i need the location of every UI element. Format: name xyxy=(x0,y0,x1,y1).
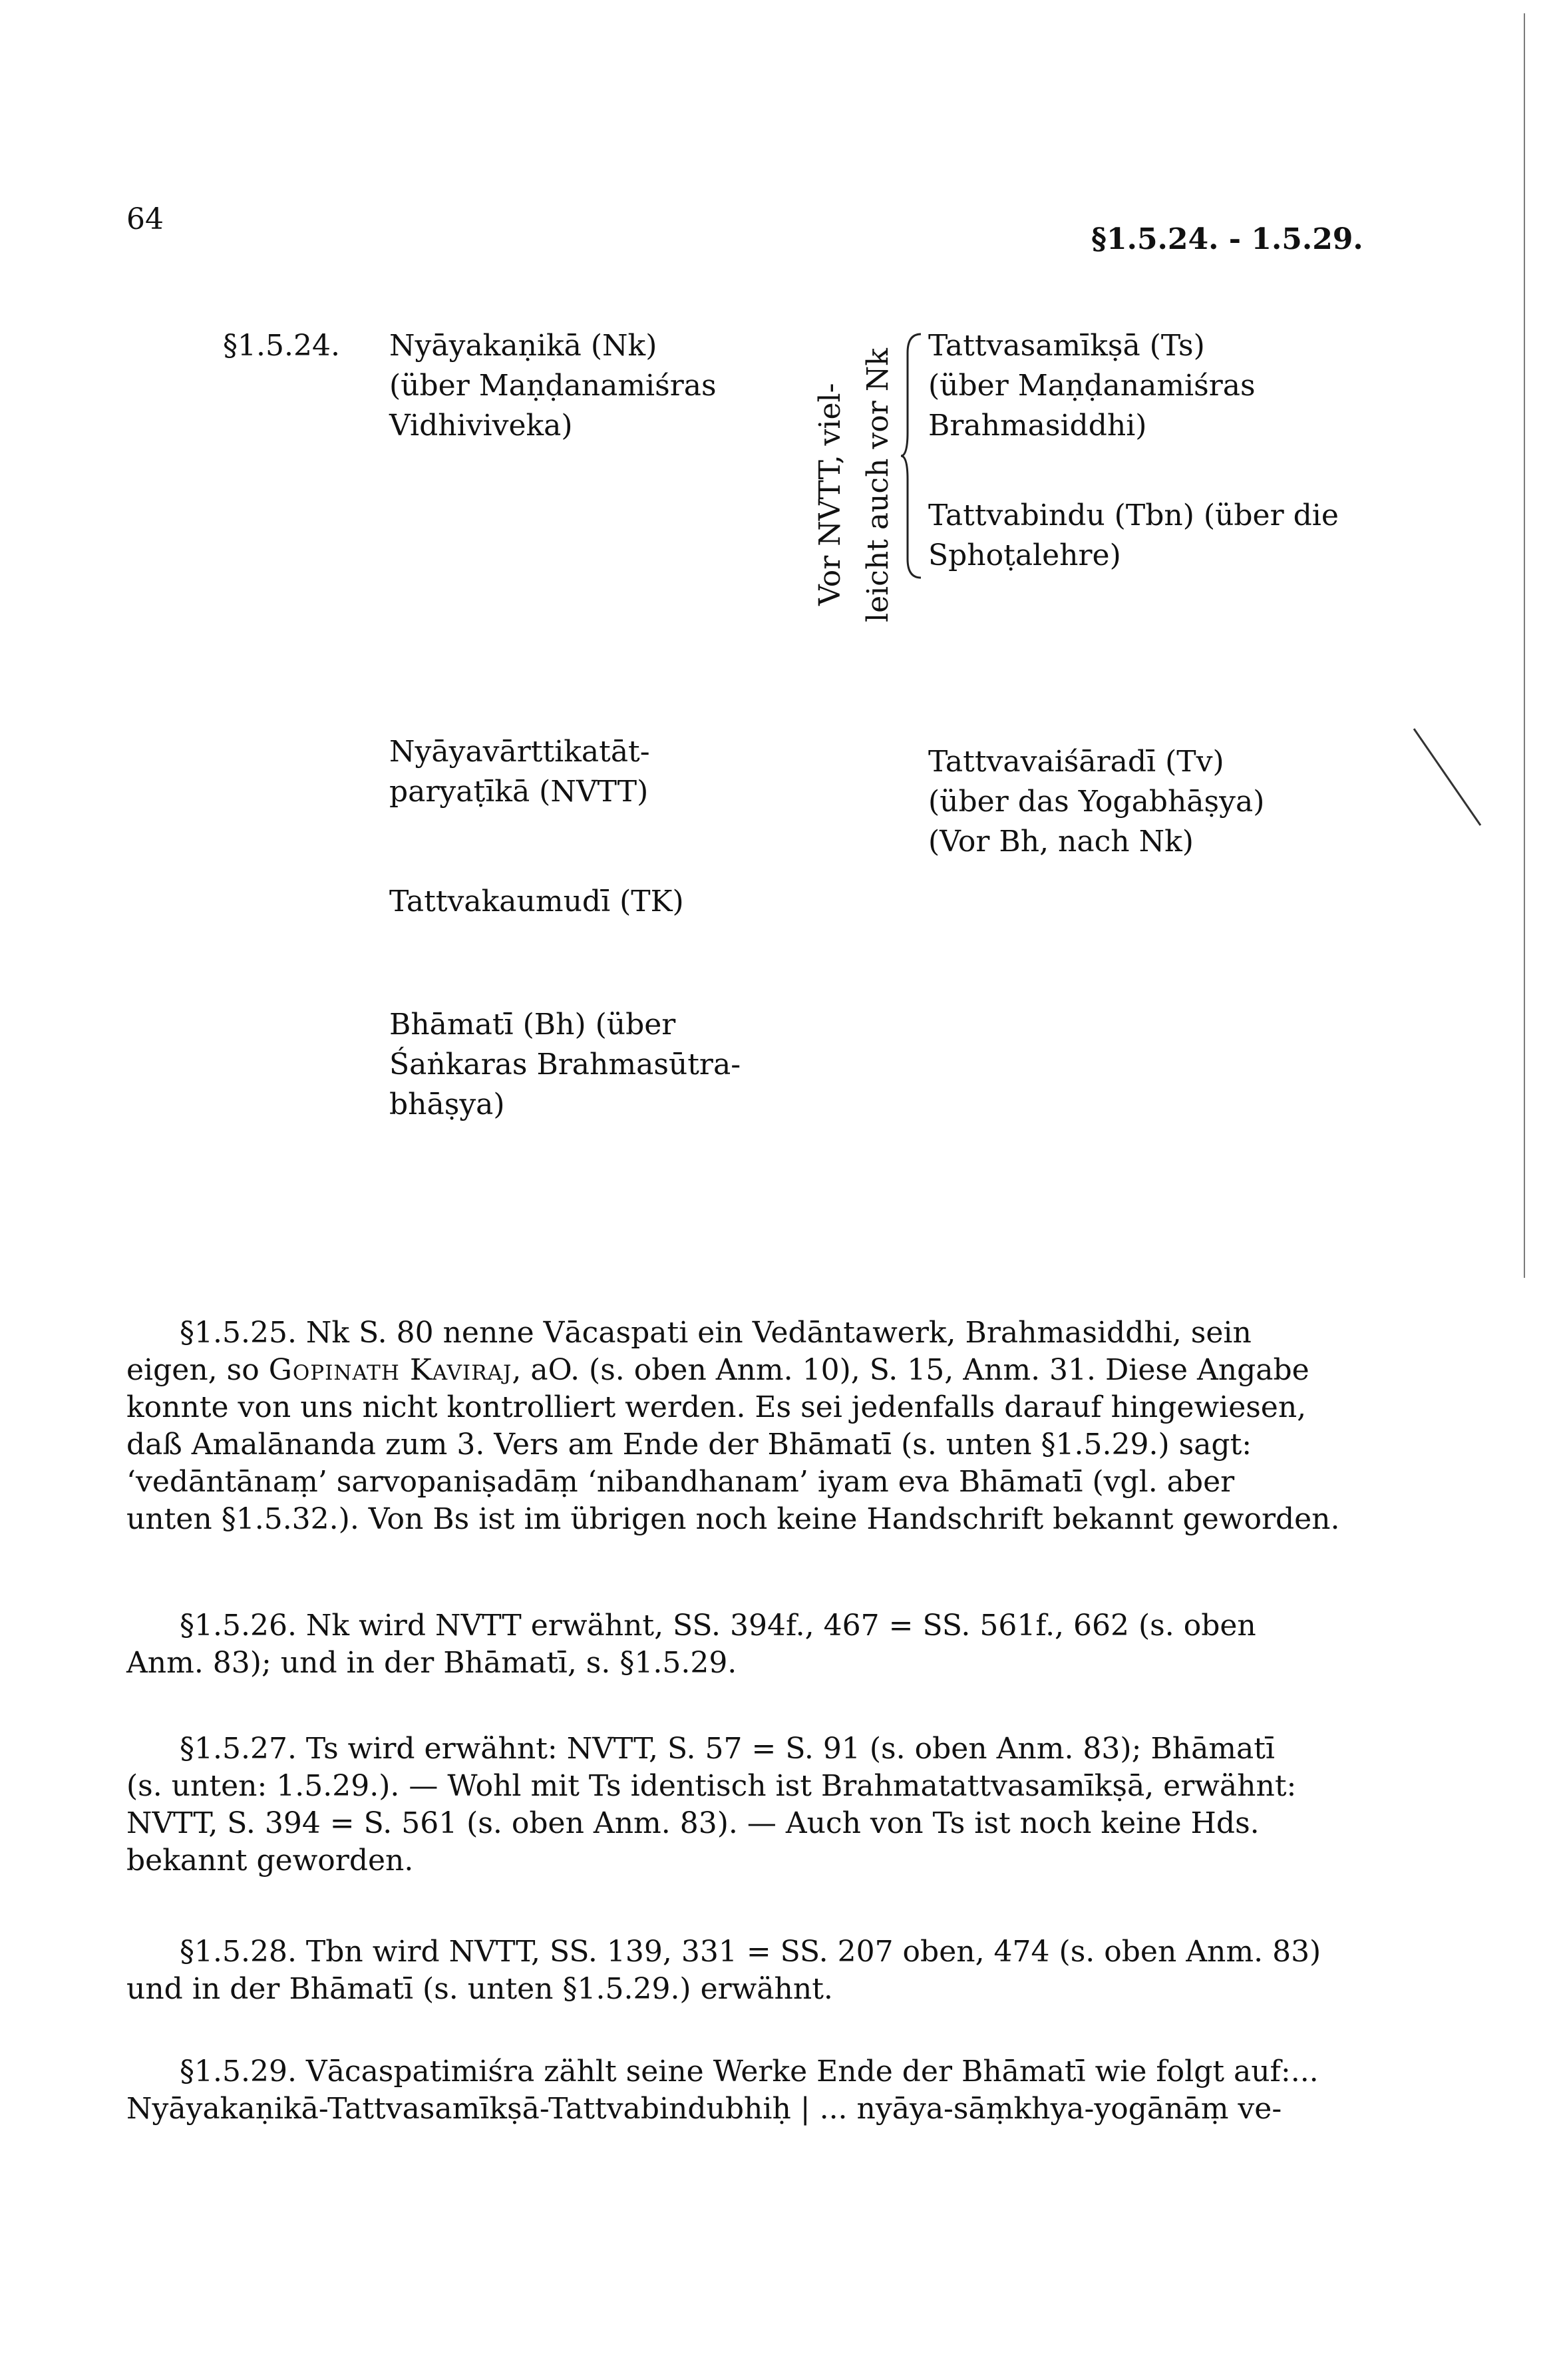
brace-icon xyxy=(898,333,925,579)
vertical-note-line-2: leicht auch vor Nk xyxy=(861,348,895,622)
text-line: §1.5.27. Ts wird erwähnt: NVTT, S. 57 = S. 91 (s. oben Anm. 83); Bhāmatī xyxy=(180,1732,1276,1766)
running-head: §1.5.24. - 1.5.29. xyxy=(1091,222,1363,256)
nk-block xyxy=(389,326,717,446)
ts-block xyxy=(928,326,1256,446)
text-segment: , aO. (s. oben Anm. 10), S. 15, Anm. 31. Diese Angabe xyxy=(512,1353,1309,1387)
scan-edge-line xyxy=(1524,13,1525,1278)
text-line: §1.5.28. Tbn wird NVTT, SS. 139, 331 = SS. 207 oben, 474 (s. oben Anm. 83) xyxy=(180,1935,1321,1969)
paragraph-1-5-28 xyxy=(126,1933,1337,2008)
paragraph-1-5-29 xyxy=(126,2053,1337,2128)
tv-line: Tattvavaiśāradī (Tv) xyxy=(928,745,1224,779)
tk-block xyxy=(389,882,684,922)
section-label: §1.5.24. xyxy=(223,329,340,363)
nvtt-line: Nyāyavārttikatāt- xyxy=(389,735,650,769)
text-segment: eigen, so xyxy=(126,1353,269,1387)
text-line: §1.5.25. Nk S. 80 nenne Vācaspati ein Vedāntawerk, Brahmasiddhi, sein xyxy=(180,1316,1252,1350)
text-line: NVTT, S. 394 = S. 561 (s. oben Anm. 83). — Auch von Ts ist noch keine Hds. xyxy=(126,1806,1260,1840)
text-line: §1.5.26. Nk wird NVTT erwähnt, SS. 394f., 467 = SS. 561f., 662 (s. oben xyxy=(180,1609,1256,1643)
ts-line: Tattvasamīkṣā (Ts) xyxy=(928,329,1205,363)
text-line: bekannt geworden. xyxy=(126,1844,414,1878)
nvtt-line: paryaṭīkā (NVTT) xyxy=(389,775,649,809)
text-line: konnte von uns nicht kontrolliert werden. Es sei jedenfalls darauf hingewiesen, xyxy=(126,1390,1307,1424)
bh-line: Bhāmatī (Bh) (über xyxy=(389,1008,676,1042)
paragraph-1-5-27 xyxy=(126,1730,1337,1880)
text-line: §1.5.29. Vācaspatimiśra zählt seine Werke Ende der Bhāmatī wie folgt auf:... xyxy=(180,2055,1319,2088)
text-line: Anm. 83); und in der Bhāmatī, s. §1.5.29. xyxy=(126,1646,737,1680)
nvtt-block xyxy=(389,732,650,812)
ts-line: (über Maṇḍanamiśras xyxy=(928,369,1256,403)
paragraph-1-5-26 xyxy=(126,1607,1337,1682)
vertical-note-line-1: Vor NVTT, viel- xyxy=(813,383,847,606)
text-line: ‘vedāntānaṃ’ sarvopaniṣadāṃ ‘nibandhanam’ iyam eva Bhāmatī (vgl. aber xyxy=(126,1465,1235,1499)
text-line: Nyāyakaṇikā-Tattvasamīkṣā-Tattvabindubhiḥ | ... nyāya-sāṃkhya-yogānāṃ ve- xyxy=(126,2092,1282,2126)
nk-line: (über Maṇḍanamiśras xyxy=(389,369,717,403)
author-name: Gopinath Kaviraj xyxy=(268,1353,512,1387)
text-line xyxy=(126,1352,1337,1389)
diagonal-line xyxy=(1411,725,1490,832)
text-line: unten §1.5.32.). Von Bs ist im übrigen noch keine Handschrift bekannt geworden. xyxy=(126,1502,1340,1536)
nk-line: Vidhiviveka) xyxy=(389,409,573,443)
tbn-line: Sphoṭalehre) xyxy=(928,538,1121,572)
bh-block xyxy=(389,1005,741,1125)
tbn-line: Tattvabindu (Tbn) (über die xyxy=(928,498,1339,532)
text-line: und in der Bhāmatī (s. unten §1.5.29.) erwähnt. xyxy=(126,1972,833,2006)
bh-line: Śaṅkaras Brahmasūtra- xyxy=(389,1048,741,1082)
tv-block xyxy=(928,742,1264,862)
bh-line: bhāṣya) xyxy=(389,1088,505,1121)
page-number: 64 xyxy=(126,202,164,236)
tv-line: (Vor Bh, nach Nk) xyxy=(928,825,1194,859)
tv-line: (über das Yogabhāṣya) xyxy=(928,785,1265,819)
nk-line: Nyāyakaṇikā (Nk) xyxy=(389,329,657,363)
text-line: (s. unten: 1.5.29.). — Wohl mit Ts identisch ist Brahmatattvasamīkṣā, erwähnt: xyxy=(126,1769,1297,1803)
text-line: daß Amalānanda zum 3. Vers am Ende der Bhāmatī (s. unten §1.5.29.) sagt: xyxy=(126,1428,1252,1462)
tk-line: Tattvakaumudī (TK) xyxy=(389,885,684,918)
tbn-block xyxy=(928,496,1339,576)
ts-line: Brahmasiddhi) xyxy=(928,409,1147,443)
paragraph-1-5-25 xyxy=(126,1314,1340,1538)
